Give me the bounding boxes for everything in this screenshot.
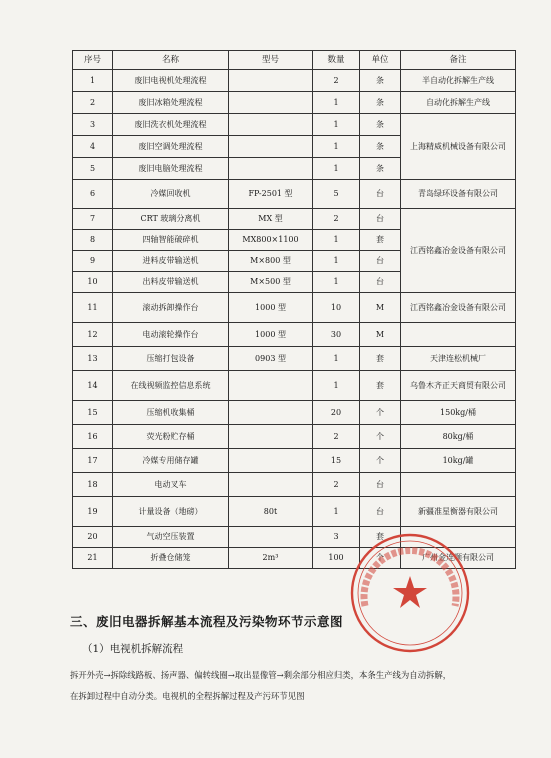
cell-no: 4 <box>73 136 113 158</box>
cell-model <box>229 473 313 497</box>
cell-qty: 30 <box>313 323 360 347</box>
table-row <box>73 548 516 569</box>
cell-note: 150kg/桶 <box>401 401 516 425</box>
cell-no: 8 <box>73 230 113 251</box>
paragraph-line: 拆开外壳→拆除线路板、扬声器、偏转线圈→取出显像管→剩余部分相应归类，本条生产线为自动拆解， <box>70 670 452 680</box>
cell-name: 废旧冰箱处理流程 <box>113 92 229 114</box>
cell-no: 12 <box>73 323 113 347</box>
seal-star <box>393 576 427 608</box>
table-row <box>73 347 516 371</box>
cell-unit: 套 <box>360 347 401 371</box>
cell-note: 江西铭鑫冶金设备有限公司 <box>401 293 516 323</box>
cell-unit: 个 <box>360 449 401 473</box>
cell-qty: 1 <box>313 114 360 136</box>
cell-qty: 1 <box>313 272 360 293</box>
table-row <box>73 401 516 425</box>
cell-name: 废旧空调处理流程 <box>113 136 229 158</box>
cell-note <box>401 473 516 497</box>
cell-qty: 2 <box>313 70 360 92</box>
header-no: 序号 <box>73 51 113 70</box>
cell-unit: 台 <box>360 209 401 230</box>
cell-name: 计量设备（地磅） <box>113 497 229 527</box>
cell-name: 折叠仓储笼 <box>113 548 229 569</box>
cell-qty: 1 <box>313 347 360 371</box>
cell-qty: 100 <box>313 548 360 569</box>
header-qty: 数量 <box>313 51 360 70</box>
cell-name: 在线视频监控信息系统 <box>113 371 229 401</box>
cell-qty: 1 <box>313 158 360 180</box>
section-heading: 三、废旧电器拆解基本流程及污染物环节示意图 <box>70 614 344 629</box>
cell-unit: 套 <box>360 371 401 401</box>
table-row <box>73 209 516 230</box>
cell-name: 滚动拆卸操作台 <box>113 293 229 323</box>
cell-no: 21 <box>73 548 113 569</box>
cell-model: 1000 型 <box>229 323 313 347</box>
cell-qty: 1 <box>313 230 360 251</box>
table-row <box>73 527 516 548</box>
cell-qty: 1 <box>313 497 360 527</box>
cell-qty: 20 <box>313 401 360 425</box>
cell-no: 14 <box>73 371 113 401</box>
cell-note: 自动化拆解生产线 <box>401 92 516 114</box>
cell-model <box>229 371 313 401</box>
cell-model: 80t <box>229 497 313 527</box>
cell-name: 出料皮带输送机 <box>113 272 229 293</box>
cell-no: 13 <box>73 347 113 371</box>
cell-unit: 台 <box>360 497 401 527</box>
cell-unit: 条 <box>360 92 401 114</box>
cell-note <box>401 323 516 347</box>
cell-name: 四轴智能破碎机 <box>113 230 229 251</box>
cell-note: 80kg/桶 <box>401 425 516 449</box>
subsection-heading: （1）电视机拆解流程 <box>82 643 184 655</box>
cell-qty: 1 <box>313 136 360 158</box>
cell-name: 冷媒专用储存罐 <box>113 449 229 473</box>
cell-unit: 条 <box>360 70 401 92</box>
cell-note: 青岛绿环设备有限公司 <box>401 180 516 209</box>
cell-unit: 条 <box>360 136 401 158</box>
cell-model: M×500 型 <box>229 272 313 293</box>
cell-qty: 1 <box>313 92 360 114</box>
cell-name: 荧光粉贮存桶 <box>113 425 229 449</box>
cell-qty: 2 <box>313 473 360 497</box>
cell-model: MX 型 <box>229 209 313 230</box>
cell-qty: 10 <box>313 293 360 323</box>
cell-no: 9 <box>73 251 113 272</box>
header-name: 名称 <box>113 51 229 70</box>
cell-model <box>229 136 313 158</box>
cell-name: 废旧电视机处理流程 <box>113 70 229 92</box>
cell-qty: 15 <box>313 449 360 473</box>
cell-note: 乌鲁木齐正天商贸有限公司 <box>401 371 516 401</box>
cell-unit: 台 <box>360 251 401 272</box>
table-row <box>73 293 516 323</box>
equipment-table <box>72 50 516 569</box>
cell-unit: 个 <box>360 425 401 449</box>
cell-no: 5 <box>73 158 113 180</box>
cell-model <box>229 401 313 425</box>
cell-qty: 3 <box>313 527 360 548</box>
table-header-row <box>73 51 516 70</box>
cell-qty: 5 <box>313 180 360 209</box>
header-model: 型号 <box>229 51 313 70</box>
table-row <box>73 180 516 209</box>
cell-unit: M <box>360 323 401 347</box>
cell-note-merged: 江西铭鑫冶金设备有限公司 <box>401 209 516 293</box>
cell-model: MX800×1100 <box>229 230 313 251</box>
cell-note: 广州金连顺有限公司 <box>401 548 516 569</box>
cell-model: 2m³ <box>229 548 313 569</box>
header-unit: 单位 <box>360 51 401 70</box>
cell-unit: M <box>360 293 401 323</box>
cell-no: 3 <box>73 114 113 136</box>
cell-qty: 2 <box>313 209 360 230</box>
cell-model <box>229 158 313 180</box>
paragraph-line: 在拆卸过程中自动分类。电视机的全程拆解过程及产污环节见图 <box>70 691 305 701</box>
cell-unit: 条 <box>360 114 401 136</box>
cell-unit: 条 <box>360 158 401 180</box>
cell-name: 电动滚轮操作台 <box>113 323 229 347</box>
cell-model <box>229 70 313 92</box>
cell-no: 10 <box>73 272 113 293</box>
cell-note <box>401 527 516 548</box>
process-paragraph <box>70 665 520 707</box>
cell-note-merged: 上海精威机械设备有限公司 <box>401 114 516 180</box>
cell-model <box>229 449 313 473</box>
cell-no: 6 <box>73 180 113 209</box>
cell-qty: 1 <box>313 371 360 401</box>
cell-name: CRT 玻璃分离机 <box>113 209 229 230</box>
cell-name: 电动叉车 <box>113 473 229 497</box>
cell-model: FP-2501 型 <box>229 180 313 209</box>
cell-name: 压缩打包设备 <box>113 347 229 371</box>
cell-no: 1 <box>73 70 113 92</box>
cell-name: 冷媒回收机 <box>113 180 229 209</box>
cell-note: 10kg/罐 <box>401 449 516 473</box>
cell-model: M×800 型 <box>229 251 313 272</box>
cell-model: 0903 型 <box>229 347 313 371</box>
table-row <box>73 114 516 136</box>
cell-name: 废旧洗衣机处理流程 <box>113 114 229 136</box>
cell-unit: 台 <box>360 473 401 497</box>
table-row <box>73 497 516 527</box>
cell-name: 气动空压装置 <box>113 527 229 548</box>
cell-model <box>229 527 313 548</box>
cell-model: 1000 型 <box>229 293 313 323</box>
cell-unit: 套 <box>360 527 401 548</box>
table-row <box>73 92 516 114</box>
cell-model <box>229 92 313 114</box>
cell-qty: 2 <box>313 425 360 449</box>
cell-no: 18 <box>73 473 113 497</box>
cell-model <box>229 425 313 449</box>
cell-unit: 个 <box>360 401 401 425</box>
cell-no: 15 <box>73 401 113 425</box>
table-row <box>73 323 516 347</box>
cell-unit: 台 <box>360 272 401 293</box>
cell-unit: 个 <box>360 548 401 569</box>
table-row <box>73 473 516 497</box>
cell-name: 压缩机收集桶 <box>113 401 229 425</box>
cell-no: 19 <box>73 497 113 527</box>
cell-name: 废旧电脑处理流程 <box>113 158 229 180</box>
cell-no: 16 <box>73 425 113 449</box>
table-row <box>73 70 516 92</box>
cell-unit: 套 <box>360 230 401 251</box>
header-note: 备注 <box>401 51 516 70</box>
cell-no: 2 <box>73 92 113 114</box>
cell-no: 7 <box>73 209 113 230</box>
cell-name: 进料皮带输送机 <box>113 251 229 272</box>
table-row <box>73 425 516 449</box>
table-row <box>73 449 516 473</box>
table-row <box>73 371 516 401</box>
cell-unit: 台 <box>360 180 401 209</box>
cell-note: 天津连松机械厂 <box>401 347 516 371</box>
cell-no: 11 <box>73 293 113 323</box>
cell-no: 20 <box>73 527 113 548</box>
cell-note: 新疆准星衡器有限公司 <box>401 497 516 527</box>
cell-qty: 1 <box>313 251 360 272</box>
cell-no: 17 <box>73 449 113 473</box>
cell-model <box>229 114 313 136</box>
cell-note: 半自动化拆解生产线 <box>401 70 516 92</box>
